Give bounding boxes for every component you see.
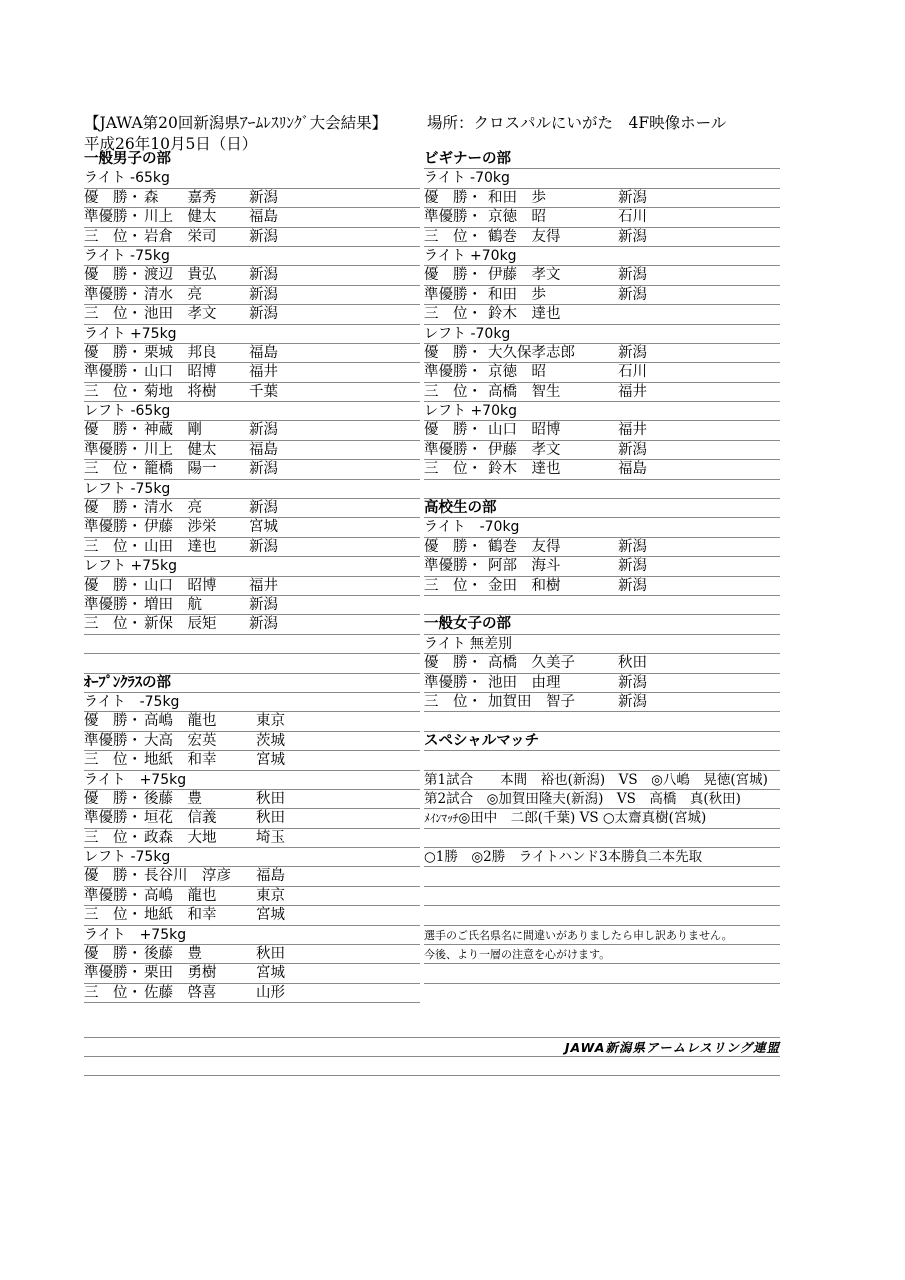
prefecture: 福島 <box>249 441 278 458</box>
section-title-text: 一般男子の部 <box>84 151 171 167</box>
athlete-name: 地紙 和幸 <box>144 907 217 924</box>
rank-label: 優 勝・ <box>84 946 142 963</box>
weight-class-label: ライト +75kg <box>84 926 187 943</box>
prefecture: 秋田 <box>256 810 285 827</box>
result-row <box>424 460 780 479</box>
prefecture: 秋田 <box>256 946 285 963</box>
athlete-name: 清水 亮 <box>144 500 202 517</box>
right-column <box>424 150 780 984</box>
result-row <box>424 421 780 440</box>
section-title-text: ビギナーの部 <box>424 151 511 167</box>
athlete-name: 高嶋 龍也 <box>144 713 217 730</box>
result-row <box>424 538 780 557</box>
rank-label: 優 勝・ <box>84 267 142 284</box>
prefecture: 新潟 <box>249 228 278 245</box>
prefecture: 新潟 <box>618 674 647 691</box>
athlete-name: 大高 宏英 <box>144 732 217 749</box>
weight-class-label: レフト -75kg <box>84 480 171 497</box>
result-row <box>84 596 420 615</box>
footer-line <box>84 1038 780 1057</box>
weight-class-row <box>424 635 780 654</box>
result-row <box>84 712 420 731</box>
prefecture: 山形 <box>256 984 285 1001</box>
rank-label: 準優勝・ <box>424 441 482 458</box>
blank-row <box>424 712 780 731</box>
athlete-name: 和田 歩 <box>488 286 546 303</box>
prefecture: 福井 <box>618 383 647 400</box>
weight-class-label: ライト -75kg <box>84 247 170 264</box>
prefecture: 新潟 <box>618 228 647 245</box>
athlete-name: 栗田 勇樹 <box>144 965 217 982</box>
rank-label: 準優勝・ <box>424 286 482 303</box>
athlete-name: 川上 健太 <box>144 441 217 458</box>
prefecture: 新潟 <box>618 189 647 206</box>
blank-row <box>84 635 420 654</box>
result-row <box>84 984 420 1003</box>
rank-label: 優 勝・ <box>424 189 482 206</box>
result-row <box>84 538 420 557</box>
rank-label: 優 勝・ <box>84 790 142 807</box>
weight-class-label: ライト -70kg <box>424 519 520 536</box>
prefecture: 宮城 <box>256 965 285 982</box>
result-row <box>84 383 420 402</box>
athlete-name: 山口 昭博 <box>488 422 561 439</box>
prefecture: 宮城 <box>249 519 278 536</box>
prefecture: 新潟 <box>618 577 647 594</box>
athlete-name: 後藤 豊 <box>144 790 202 807</box>
section-title-text: スペシャルマッチ <box>424 732 540 749</box>
prefecture: 秋田 <box>256 790 285 807</box>
rank-label: 三 位・ <box>84 383 142 400</box>
athlete-name: 高橋 智生 <box>488 383 561 400</box>
weight-class-label: レフト +75kg <box>84 558 177 575</box>
result-row <box>424 654 780 673</box>
main-match-label: ﾒｲﾝﾏｯﾁ <box>424 811 459 826</box>
athlete-name: 伊藤 孝文 <box>488 441 561 458</box>
result-row <box>84 964 420 983</box>
prefecture: 新潟 <box>618 286 647 303</box>
weight-class-label: レフト -75kg <box>84 849 171 866</box>
weight-class-row <box>84 480 420 499</box>
athlete-name: 地紙 和幸 <box>144 752 217 769</box>
footer-area <box>84 1019 780 1076</box>
rank-label: 三 位・ <box>84 306 142 323</box>
left-column <box>84 150 420 1003</box>
result-row <box>84 460 420 479</box>
rank-label: 準優勝・ <box>84 965 142 982</box>
weight-class-row <box>84 771 420 790</box>
weight-class-label: レフト +70kg <box>424 403 517 420</box>
rank-label: 準優勝・ <box>84 364 142 381</box>
prefecture: 新潟 <box>618 538 647 555</box>
result-row <box>424 363 780 382</box>
match-row <box>424 790 780 809</box>
note-text: 選手のご氏名県名に間違いがありましたら申し訳ありません。 <box>424 928 733 942</box>
athlete-name: 岩倉 栄司 <box>144 228 217 245</box>
athlete-name: 鶴巻 友得 <box>488 228 561 245</box>
prefecture: 福島 <box>618 461 647 478</box>
result-row <box>84 867 420 886</box>
result-row <box>84 499 420 518</box>
rank-label: 優 勝・ <box>424 344 482 361</box>
athlete-name: 伊藤 渉栄 <box>144 519 217 536</box>
weight-class-row <box>424 518 780 537</box>
prefecture: 新潟 <box>249 616 278 633</box>
event-venue: 場所：クロスパルにいがた 4F映像ホール <box>427 114 727 132</box>
rank-label: 優 勝・ <box>84 422 142 439</box>
result-row <box>84 829 420 848</box>
prefecture: 新潟 <box>249 422 278 439</box>
prefecture: 新潟 <box>618 441 647 458</box>
rank-label: 優 勝・ <box>84 868 142 885</box>
blank-row <box>424 867 780 886</box>
prefecture: 福島 <box>249 209 278 226</box>
section-title-text: 高校生の部 <box>424 500 497 517</box>
result-row <box>424 189 780 208</box>
note-text: 今後、より一層の注意を心がけます。 <box>424 948 611 962</box>
section-title <box>84 150 420 169</box>
rank-label: 準優勝・ <box>424 209 482 226</box>
athlete-name: 籠橋 陽一 <box>144 461 217 478</box>
section-title <box>84 674 420 693</box>
weight-class-label: ライト +75kg <box>84 771 187 788</box>
weight-class-row <box>84 402 420 421</box>
result-row <box>84 615 420 634</box>
result-row <box>84 363 420 382</box>
result-row <box>84 751 420 770</box>
rank-label: 優 勝・ <box>424 422 482 439</box>
weight-class-row <box>424 247 780 266</box>
blank-row <box>424 887 780 906</box>
rank-label: 優 勝・ <box>84 189 142 206</box>
result-row <box>84 441 420 460</box>
prefecture: 新潟 <box>249 189 278 206</box>
rank-label: 優 勝・ <box>424 538 482 555</box>
athlete-name: 菊地 将樹 <box>144 383 217 400</box>
blank-row <box>424 906 780 925</box>
rank-label: 準優勝・ <box>84 209 142 226</box>
match-row <box>424 771 780 790</box>
blank-row <box>424 596 780 615</box>
organization-name: JAWA新潟県アームレスリング連盟 <box>564 1040 780 1055</box>
prefecture: 石川 <box>618 364 647 381</box>
rank-label: 三 位・ <box>84 461 142 478</box>
athlete-name: 渡辺 貴弘 <box>144 267 217 284</box>
weight-class-row <box>84 325 420 344</box>
footer-line <box>84 1057 780 1076</box>
footer-line <box>84 1019 780 1038</box>
result-row <box>424 674 780 693</box>
rank-label: 準優勝・ <box>84 596 142 613</box>
prefecture: 福井 <box>618 422 647 439</box>
result-row <box>84 906 420 925</box>
section-title <box>424 150 780 169</box>
athlete-name: 池田 由理 <box>488 674 561 691</box>
weight-class-label: レフト -65kg <box>84 403 171 420</box>
athlete-name: 高橋 久美子 <box>488 655 575 672</box>
match-2: 第2試合 ◎加賀田隆夫(新潟) VS 高橋 真(秋田) <box>424 790 741 807</box>
weight-class-row <box>424 325 780 344</box>
rank-label: 三 位・ <box>424 383 482 400</box>
result-row <box>84 577 420 596</box>
prefecture: 石川 <box>618 209 647 226</box>
athlete-name: 神蔵 剛 <box>144 422 202 439</box>
rank-label: 優 勝・ <box>424 267 482 284</box>
result-row <box>424 577 780 596</box>
result-row <box>424 305 780 324</box>
prefecture: 宮城 <box>256 752 285 769</box>
blank-row <box>424 480 780 499</box>
athlete-name: 鈴木 達也 <box>488 461 561 478</box>
prefecture: 新潟 <box>249 306 278 323</box>
prefecture: 新潟 <box>618 344 647 361</box>
legend-row <box>424 848 780 867</box>
weight-class-row <box>84 169 420 188</box>
prefecture: 新潟 <box>249 267 278 284</box>
athlete-name: 京徳 昭 <box>488 364 546 381</box>
result-row <box>84 266 420 285</box>
weight-class-row <box>84 557 420 576</box>
result-row <box>84 732 420 751</box>
prefecture: 福井 <box>249 577 278 594</box>
section-title <box>424 499 780 518</box>
match-1: 第1試合 本間 裕也(新潟) VS ◎八嶋 晃徳(宮城) <box>424 771 768 788</box>
rank-label: 優 勝・ <box>84 500 142 517</box>
prefecture: 新潟 <box>618 558 647 575</box>
athlete-name: 山口 昭博 <box>144 364 217 381</box>
rank-label: 優 勝・ <box>84 577 142 594</box>
athlete-name: 川上 健太 <box>144 209 217 226</box>
athlete-name: 伊藤 孝文 <box>488 267 561 284</box>
event-date: 平成26年10月5日（日） <box>84 135 258 153</box>
weight-class-row <box>84 693 420 712</box>
result-row <box>84 189 420 208</box>
weight-class-label: レフト -70kg <box>424 325 511 342</box>
prefecture: 新潟 <box>249 500 278 517</box>
rank-label: 三 位・ <box>424 577 482 594</box>
prefecture: 東京 <box>256 713 285 730</box>
athlete-name: 増田 航 <box>144 596 202 613</box>
section-title <box>424 732 780 751</box>
athlete-name: 垣花 信義 <box>144 810 217 827</box>
weight-class-row <box>84 848 420 867</box>
prefecture: 秋田 <box>618 655 647 672</box>
athlete-name: 政森 大地 <box>144 829 217 846</box>
athlete-name: 長谷川 淳彦 <box>144 868 231 885</box>
rank-label: 三 位・ <box>84 907 142 924</box>
blank-row <box>424 964 780 983</box>
result-row <box>84 305 420 324</box>
result-row <box>84 344 420 363</box>
weight-class-row <box>424 169 780 188</box>
prefecture: 福島 <box>249 344 278 361</box>
athlete-name: 金田 和樹 <box>488 577 561 594</box>
match-legend: ○1勝 ◎2勝 ライトハンド3本勝負二本先取 <box>424 849 703 866</box>
athlete-name: 新保 辰矩 <box>144 616 217 633</box>
result-row <box>84 286 420 305</box>
weight-class-label: ライト -65kg <box>84 170 170 187</box>
rank-label: 三 位・ <box>84 538 142 555</box>
result-row <box>424 693 780 712</box>
rank-label: 三 位・ <box>424 461 482 478</box>
athlete-name: 大久保孝志郎 <box>488 344 575 361</box>
result-row <box>424 383 780 402</box>
athlete-name: 清水 亮 <box>144 286 202 303</box>
athlete-name: 栗城 邦良 <box>144 344 217 361</box>
weight-class-label: ライト -70kg <box>424 170 510 187</box>
result-row <box>424 441 780 460</box>
note-row <box>424 945 780 964</box>
athlete-name: 加賀田 智子 <box>488 693 575 710</box>
prefecture: 新潟 <box>249 596 278 613</box>
athlete-name: 鶴巻 友得 <box>488 538 561 555</box>
result-row <box>424 266 780 285</box>
section-title-text: ｵｰﾌﾟﾝｸﾗｽの部 <box>84 674 171 691</box>
weight-class-label: ライト -75kg <box>84 693 180 710</box>
prefecture: 新潟 <box>249 286 278 303</box>
prefecture: 新潟 <box>618 693 647 710</box>
weight-class-label: ライト 無差別 <box>424 635 513 652</box>
result-row <box>84 809 420 828</box>
rank-label: 三 位・ <box>84 752 142 769</box>
rank-label: 優 勝・ <box>84 344 142 361</box>
result-row <box>84 208 420 227</box>
prefecture: 福井 <box>249 364 278 381</box>
rank-label: 三 位・ <box>84 984 142 1001</box>
prefecture: 新潟 <box>249 538 278 555</box>
rank-label: 準優勝・ <box>84 441 142 458</box>
rank-label: 三 位・ <box>424 306 482 323</box>
rank-label: 三 位・ <box>84 829 142 846</box>
athlete-name: 佐藤 啓喜 <box>144 984 217 1001</box>
athlete-name: 阿部 海斗 <box>488 558 561 575</box>
prefecture: 宮城 <box>256 907 285 924</box>
rank-label: 準優勝・ <box>84 286 142 303</box>
blank-row <box>84 654 420 673</box>
athlete-name: 森 嘉秀 <box>144 189 217 206</box>
result-row <box>424 286 780 305</box>
result-row <box>84 790 420 809</box>
result-row <box>424 208 780 227</box>
blank-row <box>424 829 780 848</box>
rank-label: 準優勝・ <box>84 810 142 827</box>
athlete-name: 後藤 豊 <box>144 946 202 963</box>
athlete-name: 山口 昭博 <box>144 577 217 594</box>
rank-label: 準優勝・ <box>84 732 142 749</box>
rank-label: 準優勝・ <box>424 364 482 381</box>
rank-label: 準優勝・ <box>424 558 482 575</box>
rank-label: 準優勝・ <box>84 519 142 536</box>
result-row <box>84 945 420 964</box>
result-row <box>84 228 420 247</box>
result-row <box>424 344 780 363</box>
section-title-text: 一般女子の部 <box>424 616 511 633</box>
result-row <box>84 421 420 440</box>
rank-label: 準優勝・ <box>84 887 142 904</box>
athlete-name: 山田 達也 <box>144 538 217 555</box>
result-row <box>424 557 780 576</box>
rank-label: 優 勝・ <box>84 713 142 730</box>
rank-label: 準優勝・ <box>424 674 482 691</box>
athlete-name: 京徳 昭 <box>488 209 546 226</box>
rank-label: 三 位・ <box>424 228 482 245</box>
result-row <box>84 887 420 906</box>
prefecture: 埼玉 <box>256 829 285 846</box>
prefecture: 東京 <box>256 887 285 904</box>
athlete-name: 高嶋 龍也 <box>144 887 217 904</box>
result-row <box>424 228 780 247</box>
rank-label: 三 位・ <box>424 693 482 710</box>
athlete-name: 鈴木 達也 <box>488 306 561 323</box>
prefecture: 千葉 <box>249 383 278 400</box>
blank-row <box>424 751 780 770</box>
weight-class-label: ライト +70kg <box>424 247 517 264</box>
prefecture: 新潟 <box>249 461 278 478</box>
prefecture: 新潟 <box>618 267 647 284</box>
weight-class-label: ライト +75kg <box>84 325 177 342</box>
athlete-name: 和田 歩 <box>488 189 546 206</box>
note-row <box>424 926 780 945</box>
section-title <box>424 615 780 634</box>
rank-label: 三 位・ <box>84 228 142 245</box>
prefecture: 茨城 <box>256 732 285 749</box>
main-match: ◎田中 二郎(千葉) VS ○太齋真樹(宮城) <box>458 810 707 827</box>
match-row <box>424 809 780 828</box>
athlete-name: 池田 孝文 <box>144 306 217 323</box>
prefecture: 福島 <box>256 868 285 885</box>
page-title: 【JAWA第20回新潟県ｱｰﾑﾚｽﾘﾝｸﾞ大会結果】 <box>84 114 388 132</box>
weight-class-row <box>424 402 780 421</box>
weight-class-row <box>84 247 420 266</box>
rank-label: 優 勝・ <box>424 655 482 672</box>
rank-label: 三 位・ <box>84 616 142 633</box>
weight-class-row <box>84 926 420 945</box>
result-row <box>84 518 420 537</box>
